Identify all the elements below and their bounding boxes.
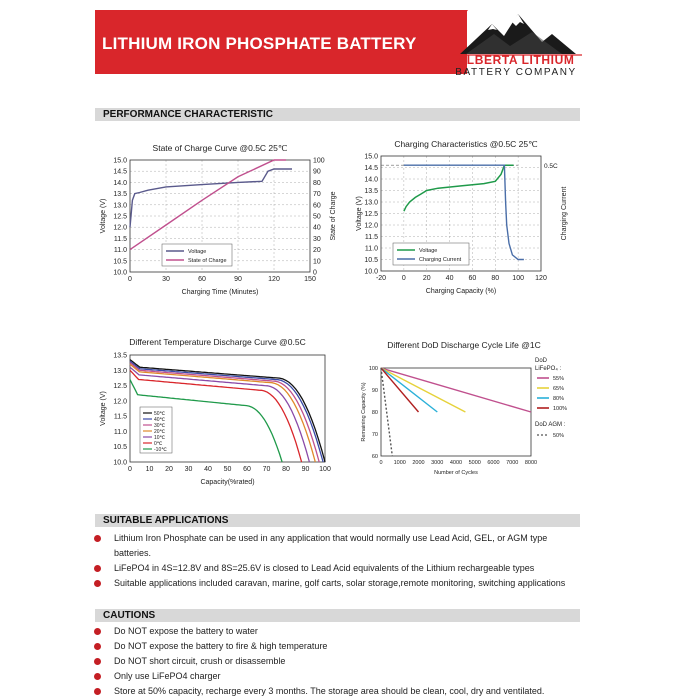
y-tick-label: 12.5: [364, 211, 378, 218]
bullet-icon: [94, 628, 101, 635]
x-tick-label: 90: [234, 276, 242, 283]
cautions-list: [100, 624, 580, 699]
x-tick-label: 4000: [449, 460, 463, 466]
y-tick-label: 13.0: [364, 199, 378, 207]
x-tick-label: 8000: [524, 460, 538, 466]
x-tick-label: 80: [282, 466, 290, 473]
x-tick-label: 40: [445, 275, 454, 282]
cautions-heading: CAUTIONS: [95, 609, 580, 622]
legend-label: Voltage: [419, 248, 438, 254]
x-tick-label: 80: [491, 275, 500, 282]
annotation-label: 0.5C: [544, 163, 558, 171]
legend-label: 80%: [553, 396, 565, 402]
bullet-icon: [94, 580, 101, 587]
legend-title: DoD AGM :: [535, 422, 566, 428]
y2-axis-label: State of Charge: [330, 191, 337, 241]
y-tick-label: 12.5: [113, 213, 127, 221]
legend-label: State of Charge: [188, 258, 227, 264]
x-axis-label: Charging Time (Minutes): [181, 289, 259, 296]
y-tick-label: 13.5: [113, 191, 127, 199]
y-tick-label: 11.5: [113, 235, 127, 243]
y-tick-label: 90: [313, 168, 321, 176]
x-tick-label: 5000: [468, 460, 481, 466]
application-text: Lithium Iron Phosphate can be used in any application that would normally use Lead Acid, GEL, or AGM type batteries.: [114, 533, 548, 558]
y-tick-label: 13.5: [113, 352, 127, 360]
chart-title: Different Temperature Discharge Curve @0.5C: [129, 337, 306, 347]
performance-heading: PERFORMANCE CHARACTERISTIC: [95, 108, 580, 121]
applications-list: [100, 531, 580, 591]
x-tick-label: 120: [535, 275, 547, 282]
y-axis-label: Voltage (V): [100, 198, 107, 234]
legend-label: 40℃: [154, 417, 166, 423]
x-axis-label: Number of Cycles: [434, 470, 478, 476]
application-text: Suitable applications included caravan, marine, golf carts, solar storage,remote monitoring, switching applications: [114, 578, 566, 588]
y-tick-label: 14.0: [364, 176, 378, 184]
bullet-icon: [94, 658, 101, 665]
list-item: [100, 684, 580, 699]
y-tick-label: 10.0: [113, 459, 127, 467]
y-axis-label: Voltage (V): [100, 391, 107, 426]
x-tick-label: 0: [401, 275, 406, 282]
y-tick-label: 12.0: [113, 398, 127, 406]
legend-label: Voltage: [188, 249, 207, 255]
x-tick-label: 60: [468, 275, 477, 282]
y-tick-label: 13.0: [113, 367, 127, 375]
x-tick-label: 0: [379, 460, 383, 466]
list-item: [100, 531, 580, 561]
y-tick-label: 10.0: [113, 269, 127, 277]
x-tick-label: 30: [162, 276, 170, 283]
y-tick-label: 13.0: [113, 202, 127, 210]
y-tick-label: 12.0: [364, 222, 378, 230]
y-tick-label: 14.5: [364, 165, 378, 172]
company-name: ALBERTA LITHIUM: [457, 53, 575, 67]
legend-label: 100%: [553, 406, 568, 412]
legend-label: 0℃: [154, 441, 163, 447]
list-item: [100, 669, 580, 684]
y-tick-label: 10.0: [364, 268, 378, 276]
bullet-icon: [94, 643, 101, 650]
chart-title: Different DoD Discharge Cycle Life @1C: [387, 340, 541, 350]
legend-label: 10℃: [154, 435, 166, 441]
page-title: LITHIUM IRON PHOSPHATE BATTERY: [102, 34, 417, 53]
x-tick-label: 30: [184, 466, 193, 473]
y-tick-label: 11.0: [113, 247, 127, 255]
y-tick-label: 80: [371, 410, 378, 416]
series-line-3: [381, 368, 419, 412]
legend-label: 55%: [553, 376, 565, 382]
bullet-icon: [94, 535, 101, 542]
legend-label: 65%: [553, 386, 565, 392]
x-axis-label: Charging Capacity (%): [425, 288, 497, 295]
x-tick-label: 3000: [431, 460, 444, 466]
x-tick-label: 120: [268, 276, 280, 283]
charging-characteristics-chart: [355, 135, 585, 305]
y-tick-label: 70: [371, 432, 378, 438]
series-line-voltage: [404, 165, 514, 211]
x-tick-label: 1000: [393, 460, 406, 466]
chart-title: State of Charge Curve @0.5C 25℃: [152, 143, 288, 153]
caution-text: Do NOT short circuit, crush or disassemble: [114, 656, 286, 666]
y-tick-label: 10: [313, 258, 321, 266]
y-tick-label: 11.5: [113, 413, 127, 421]
list-item: [100, 576, 580, 591]
x-tick-label: 150: [304, 276, 316, 283]
x-axis-label: Capacity(%rated): [200, 479, 255, 486]
legend-label: 50℃: [154, 411, 166, 417]
caution-text: Store at 50% capacity, recharge every 3 months. The storage area should be clean, cool, dry and ventilated.: [114, 686, 545, 696]
bullet-icon: [94, 673, 101, 680]
y-tick-label: 100: [368, 366, 378, 372]
x-tick-label: 20: [165, 466, 173, 473]
y-tick-label: 14.5: [113, 168, 127, 176]
caution-text: Only use LiFePO4 charger: [114, 671, 221, 681]
y2-axis-label: Charging Current: [561, 186, 568, 241]
series-line-1: [381, 368, 465, 412]
y-tick-label: 90: [371, 388, 378, 394]
company-subtitle: BATTERY COMPANY: [455, 67, 577, 78]
x-tick-label: 2000: [412, 460, 425, 466]
x-tick-label: 7000: [506, 460, 519, 466]
x-tick-label: 50: [223, 466, 232, 473]
y-tick-label: 10.5: [113, 444, 127, 452]
legend-title: LiFePO₄ :: [535, 366, 562, 372]
y-tick-label: 10.5: [113, 258, 127, 266]
x-tick-label: 6000: [487, 460, 500, 466]
y-tick-label: 12.0: [113, 224, 127, 232]
y-tick-label: 15.0: [364, 153, 378, 161]
x-tick-label: -20: [375, 275, 387, 282]
y-tick-label: 80: [313, 179, 321, 187]
caution-text: Do NOT expose the battery to water: [114, 626, 258, 636]
chart-title: Charging Characteristics @0.5C 25℃: [394, 139, 538, 149]
dod-cycle-life-chart: [355, 333, 585, 493]
y-tick-label: 11.5: [364, 234, 378, 241]
y-tick-label: 60: [313, 202, 321, 210]
list-item: [100, 624, 580, 639]
series-line-voltage: [130, 169, 292, 227]
y-tick-label: 40: [313, 224, 321, 232]
bullet-icon: [94, 565, 101, 572]
y-tick-label: 13.5: [364, 188, 378, 195]
applications-heading: SUITABLE APPLICATIONS: [95, 514, 580, 527]
application-text: LiFePO4 in 4S=12.8V and 8S=25.6V is closed to Lead Acid equivalents of the Lithium rechargeable types: [114, 563, 535, 573]
y-tick-label: 15.0: [113, 157, 127, 165]
y-tick-label: 11.0: [364, 245, 378, 253]
y-tick-label: 70: [313, 191, 321, 199]
series-line-2: [381, 368, 437, 412]
x-tick-label: 60: [243, 466, 251, 473]
list-item: [100, 561, 580, 576]
legend-label: -10℃: [154, 447, 167, 453]
y-axis-label: Remaining Capacity (%): [361, 382, 367, 442]
plot-frame: [381, 368, 531, 456]
x-tick-label: 60: [198, 276, 206, 283]
x-tick-label: 0: [128, 276, 132, 283]
list-item: [100, 639, 580, 654]
list-item: [100, 654, 580, 669]
x-tick-label: 0: [128, 466, 132, 473]
legend-label: 20℃: [154, 429, 166, 435]
legend-label: 30℃: [154, 423, 166, 429]
legend-title: DoD: [535, 358, 548, 364]
y-tick-label: 0: [313, 269, 317, 277]
y-tick-label: 10.5: [364, 257, 378, 264]
y-tick-label: 11.0: [113, 428, 127, 436]
x-tick-label: 100: [512, 275, 524, 282]
x-tick-label: 20: [422, 275, 431, 282]
x-tick-label: 70: [262, 466, 271, 473]
series-line-4: [381, 368, 392, 456]
temperature-discharge-chart: [95, 333, 345, 493]
y-tick-label: 60: [371, 454, 378, 460]
bullet-icon: [94, 688, 101, 695]
series-line-0: [381, 368, 531, 412]
x-tick-label: 100: [319, 466, 331, 473]
legend-label: 50%: [553, 433, 565, 439]
y-tick-label: 20: [313, 247, 321, 255]
y-tick-label: 12.5: [113, 383, 127, 391]
caution-text: Do NOT expose the battery to fire & high temperature: [114, 641, 328, 651]
x-tick-label: 40: [204, 466, 212, 473]
x-tick-label: 10: [145, 466, 154, 473]
y-axis-label: Voltage (V): [356, 196, 363, 231]
legend-label: Charging Current: [419, 257, 462, 263]
x-tick-label: 90: [301, 466, 310, 473]
y-tick-label: 14.0: [113, 179, 127, 187]
y-tick-label: 50: [313, 213, 321, 221]
y-tick-label: 30: [313, 235, 321, 243]
soc-curve-chart: [95, 135, 345, 305]
y-tick-label: 100: [313, 157, 325, 165]
